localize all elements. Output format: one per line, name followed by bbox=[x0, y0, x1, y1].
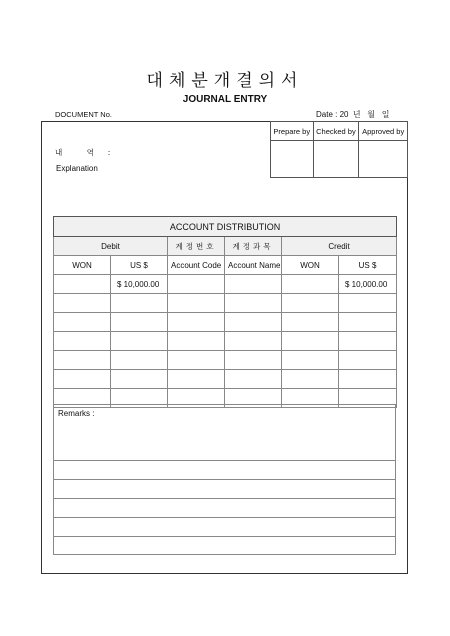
account-name-cell[interactable] bbox=[225, 275, 282, 294]
account-code-cell[interactable] bbox=[168, 370, 225, 389]
prepare-signature-cell[interactable] bbox=[271, 141, 314, 178]
checked-signature-cell[interactable] bbox=[313, 141, 359, 178]
table-row bbox=[54, 275, 397, 294]
table-row bbox=[54, 370, 397, 389]
document-title-korean: 대체분개결의서 bbox=[146, 71, 304, 91]
credit-usd-cell[interactable] bbox=[339, 332, 397, 351]
credit-won-cell[interactable] bbox=[282, 370, 339, 389]
date-label: Date : 20 년 월 일 bbox=[316, 110, 390, 119]
debit-usd-cell[interactable] bbox=[111, 294, 168, 313]
account-code-cell[interactable] bbox=[168, 351, 225, 370]
table-row bbox=[54, 332, 397, 351]
debit-header: Debit bbox=[54, 237, 168, 256]
account-distribution-title: ACCOUNT DISTRIBUTION bbox=[54, 217, 397, 237]
account-code-cell[interactable] bbox=[168, 275, 225, 294]
approval-header-approved: Approved by bbox=[359, 122, 408, 141]
remarks-label: Remarks : bbox=[58, 409, 95, 418]
credit-won-cell[interactable] bbox=[282, 313, 339, 332]
credit-usd-cell[interactable] bbox=[339, 313, 397, 332]
remarks-line bbox=[54, 460, 395, 461]
account-name-cell[interactable] bbox=[225, 370, 282, 389]
account-name-cell[interactable] bbox=[225, 351, 282, 370]
debit-usd-cell[interactable] bbox=[111, 332, 168, 351]
credit-usd-cell[interactable] bbox=[339, 351, 397, 370]
credit-won-cell[interactable] bbox=[282, 294, 339, 313]
account-code-korean-header: 계정번호 bbox=[168, 237, 225, 256]
account-code-cell[interactable] bbox=[168, 294, 225, 313]
account-name-cell[interactable] bbox=[225, 332, 282, 351]
credit-won-header: WON bbox=[282, 256, 339, 275]
table-row bbox=[54, 313, 397, 332]
approval-header-prepare: Prepare by bbox=[271, 122, 314, 141]
account-name-cell[interactable] bbox=[225, 313, 282, 332]
credit-usd-header: US $ bbox=[339, 256, 397, 275]
credit-won-cell[interactable] bbox=[282, 332, 339, 351]
document-number-label: DOCUMENT No. bbox=[55, 110, 112, 119]
debit-usd-cell[interactable] bbox=[111, 370, 168, 389]
approval-box bbox=[270, 121, 408, 178]
credit-usd-cell[interactable] bbox=[339, 370, 397, 389]
account-distribution-table bbox=[53, 216, 397, 408]
credit-won-cell[interactable] bbox=[282, 275, 339, 294]
remarks-line bbox=[54, 517, 395, 518]
credit-usd-cell[interactable]: $ 10,000.00 bbox=[339, 275, 397, 294]
account-code-header: Account Code bbox=[168, 256, 225, 275]
remarks-line bbox=[54, 536, 395, 537]
account-name-korean-header: 계정과목 bbox=[225, 237, 282, 256]
credit-usd-cell[interactable] bbox=[339, 294, 397, 313]
debit-usd-cell[interactable] bbox=[111, 313, 168, 332]
table-row bbox=[54, 351, 397, 370]
debit-won-cell[interactable] bbox=[54, 351, 111, 370]
debit-usd-cell[interactable] bbox=[111, 351, 168, 370]
credit-won-cell[interactable] bbox=[282, 351, 339, 370]
credit-header: Credit bbox=[282, 237, 397, 256]
approval-header-checked: Checked by bbox=[313, 122, 359, 141]
debit-won-cell[interactable] bbox=[54, 275, 111, 294]
debit-won-cell[interactable] bbox=[54, 332, 111, 351]
explanation-label: Explanation bbox=[56, 164, 98, 173]
debit-usd-header: US $ bbox=[111, 256, 168, 275]
debit-won-cell[interactable] bbox=[54, 313, 111, 332]
explanation-korean-label: 내 역 : bbox=[55, 148, 114, 157]
remarks-line bbox=[54, 479, 395, 480]
account-code-cell[interactable] bbox=[168, 313, 225, 332]
remarks-box[interactable] bbox=[53, 404, 396, 555]
debit-won-cell[interactable] bbox=[54, 294, 111, 313]
remarks-line bbox=[54, 498, 395, 499]
debit-usd-cell[interactable]: $ 10,000.00 bbox=[111, 275, 168, 294]
debit-won-cell[interactable] bbox=[54, 370, 111, 389]
document-title-english: JOURNAL ENTRY bbox=[182, 94, 268, 105]
account-name-header: Account Name bbox=[225, 256, 282, 275]
debit-won-header: WON bbox=[54, 256, 111, 275]
table-row bbox=[54, 294, 397, 313]
account-name-cell[interactable] bbox=[225, 294, 282, 313]
approved-signature-cell[interactable] bbox=[359, 141, 408, 178]
account-code-cell[interactable] bbox=[168, 332, 225, 351]
